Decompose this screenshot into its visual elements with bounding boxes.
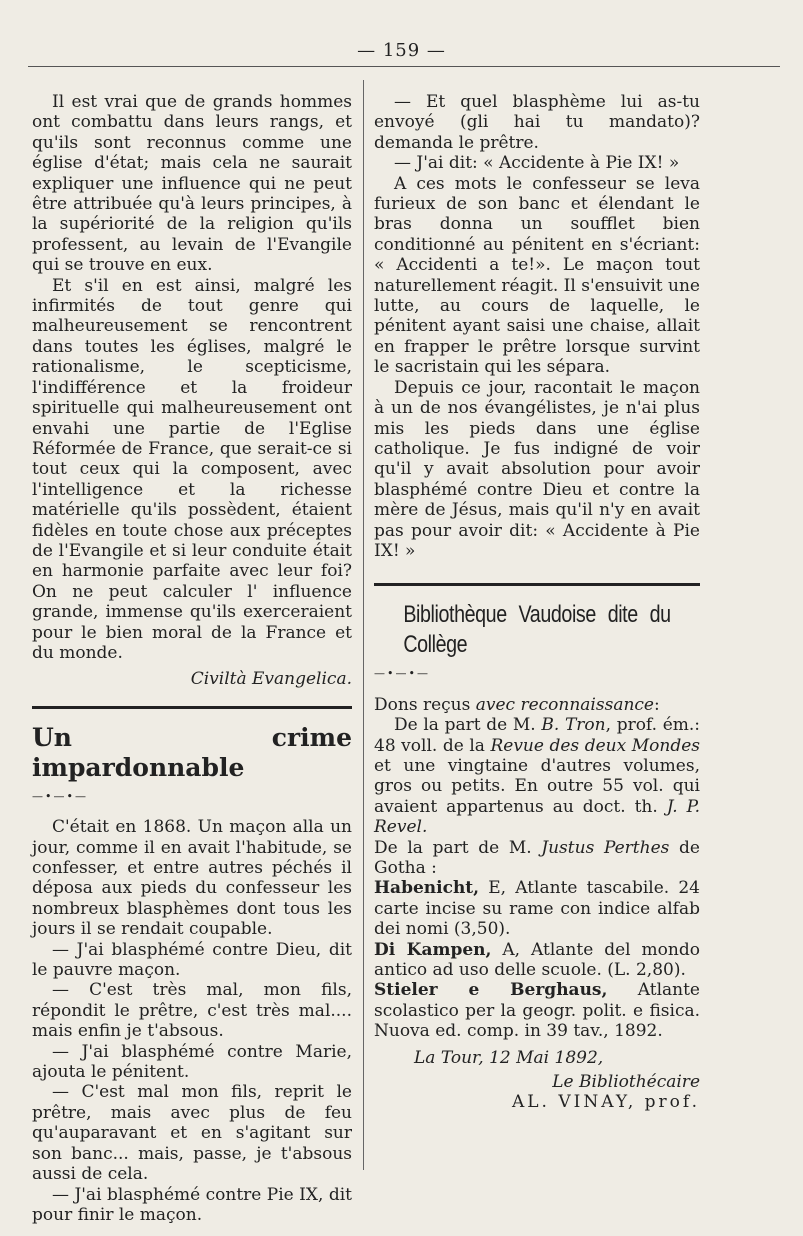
- paragraph: — C'est mal mon fils, reprit le prêtre, mais avec plus de feu qu'auparavant et en s'agitant sur son banc... mais, passe, je t'absous aussi de cela.: [32, 1082, 352, 1185]
- item-text: E, Atlante tascabile. 24 carte incise su rame con indice alfab dei nomi (3,50).: [374, 878, 700, 940]
- paragraph: Depuis ce jour, racontait le maçon à un de nos évangélistes, je n'ai plus mis les pieds dans une église catholique. Je fus indigné de voir qu'il y avait absolution pour avoir blasphémé contre Dieu et contre la mère de Jésus, mais qu'il n'y en avait pas pour avoir dit: « Accidente à Pie IX! »: [374, 377, 700, 561]
- left-column: [32, 92, 352, 1225]
- paragraph: Il est vrai que de grands hommes ont combattu dans leurs rangs, et qu'ils sont reconnus comme une église d'état; mais cela ne saurait expliquer une influence qui ne peut être attribuée qu'à leurs principes, à la supériorité de la religion qu'ils professent, au levain de l'Evangile qui se trouve en eux.: [32, 92, 352, 276]
- ornament: —•—•—: [374, 667, 430, 681]
- page-number: — 159 —: [357, 40, 446, 61]
- paragraph: C'était en 1868. Un maçon alla un jour, comme il en avait l'habitude, se confesser, et entre autres péchés il déposa aux pieds du confesseur les nombreux blasphèmes dont tous les jours il se rendait coupable.: [32, 817, 352, 940]
- section-rule: [32, 706, 352, 709]
- gift-entry: [374, 838, 700, 879]
- right-column: [374, 92, 700, 1113]
- header-rule: [28, 66, 780, 67]
- source-signature: Civiltà Evangelica.: [190, 669, 352, 690]
- gift-text: De la part de M.: [374, 837, 542, 858]
- paragraph: Et s'il en est ainsi, malgré les infirmités de tout genre qui malheureusement se rencontrent dans toutes les églises, malgré le rationalisme, le scepticisme, l'indifférence et la froideur spirituelle qui malheureusement ont envahi une partie de l'Eglise Réformée de France, que serait-ce si tout ceux qui la composent, avec l'intelligence et la richesse matérielle qu'ils possèdent, étaient fidèles en toute chose aux préceptes de l'Evangile et si leur conduite était en harmonie parfaite avec leur foi? On ne peut calculer l' influence grande, immense qu'ils exerceraient pour le bien moral de la France et du monde.: [32, 275, 352, 663]
- book-title: Revue des deux Mondes: [490, 735, 700, 756]
- article-title: Un crime impardonnable: [32, 722, 352, 782]
- gift-text: et une vingtaine d'autres volumes, gros ou petits. En outre 55 vol. qui avaient appartenus au doct. th.: [374, 755, 700, 817]
- paragraph: A ces mots le confesseur se leva furieux de son banc et élendant le bras donna un soufflet bien conditionné au pénitent en s'écriant: « Accidenti a te!». Le maçon tout naturellement réagit. Il s'ensuivit une lutte, au cours de laquelle, le pénitent ayant saisi une chaise, allait en frapper le prêtre lorsque survint le sacristain qui les sépara.: [374, 173, 700, 378]
- librarian-signature: AL. VINAY, prof.: [511, 1092, 700, 1113]
- item-text: A, Atlante del mondo antico ad uso delle scuole. (L. 2,80).: [374, 939, 700, 981]
- intro-italic: avec reconnaissance: [475, 694, 654, 715]
- list-item: [374, 980, 700, 1041]
- paragraph: — Et quel blasphème lui as-tu envoyé (gli hai tu mandato)? demanda le prêtre.: [374, 92, 700, 153]
- paragraph: — J'ai blasphémé contre Marie, ajouta le pénitent.: [32, 1041, 352, 1083]
- paragraph: — J'ai dit: « Accidente à Pie IX! »: [394, 153, 680, 174]
- column-divider: [363, 80, 364, 1170]
- donor-name: J. P. Revel.: [374, 796, 700, 838]
- author-name: Di Kampen,: [374, 939, 492, 960]
- paragraph: — J'ai blasphémé contre Dieu, dit le pauvre maçon.: [32, 939, 352, 981]
- intro-end: :: [654, 694, 660, 715]
- list-item: [374, 878, 700, 939]
- gift-entry: [374, 715, 700, 837]
- paragraph: — J'ai blasphémé contre Pie IX, dit pour finir le maçon.: [32, 1184, 352, 1225]
- author-name: Stieler e Berghaus,: [374, 980, 608, 1001]
- gift-text: de Gotha :: [374, 837, 700, 878]
- intro-text: Dons reçus: [374, 694, 476, 715]
- gift-text: De la part de M.: [394, 715, 542, 736]
- intro-line: [374, 695, 700, 715]
- librarian-title: Le Bibliothécaire: [552, 1072, 700, 1093]
- author-name: Habenicht,: [374, 878, 480, 899]
- ornament: —•—•—: [32, 789, 88, 803]
- item-text: Atlante scolastico per la geogr. polit. e fisica. Nuova ed. comp. in 39 tav., 1892.: [374, 980, 700, 1042]
- gift-text: , prof. ém.: 48 voll. de la: [374, 715, 701, 756]
- section-title: Bibliothèque Vaudoise dite du Collège: [403, 601, 671, 659]
- list-item: [374, 940, 700, 981]
- place-date: La Tour, 12 Mai 1892,: [414, 1047, 604, 1068]
- donor-name: Justus Perthes: [541, 837, 670, 858]
- section-rule: [374, 583, 700, 586]
- paragraph: — C'est très mal, mon fils, répondit le prêtre, c'est très mal.... mais enfin je t'absous.: [32, 980, 352, 1042]
- donor-name: B. Tron: [541, 715, 606, 736]
